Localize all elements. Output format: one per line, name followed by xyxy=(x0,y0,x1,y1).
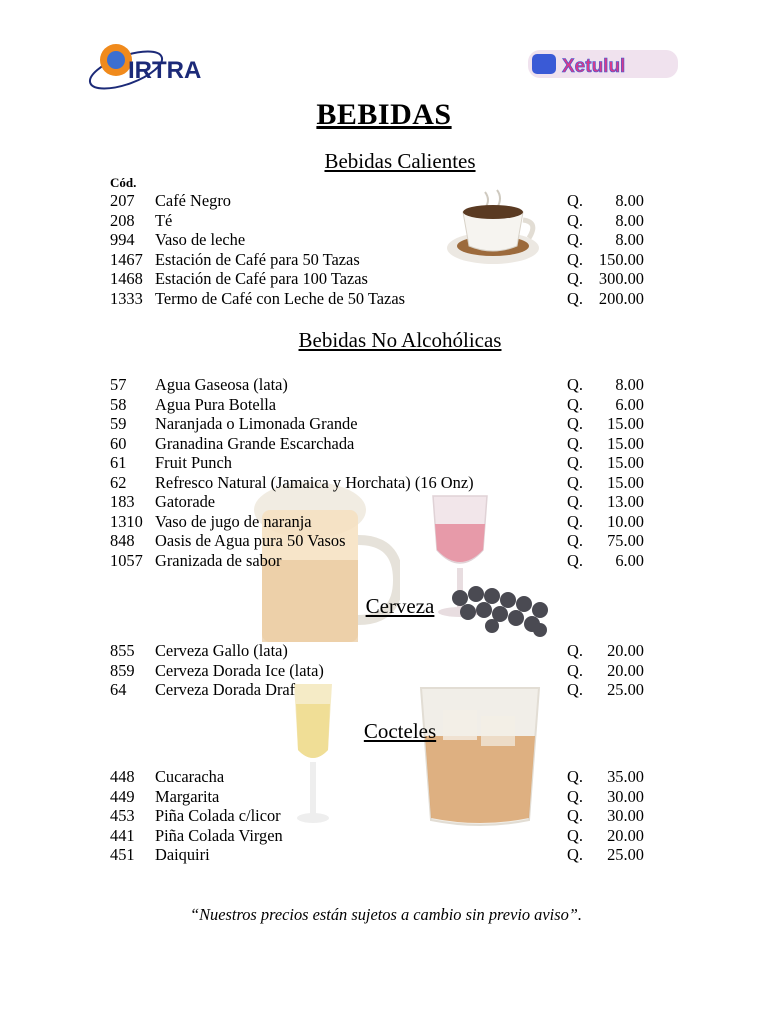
item-name: Daiquiri xyxy=(155,845,210,865)
item-price: 20.00 xyxy=(607,660,644,680)
item-name: Margarita xyxy=(155,786,220,806)
item-name: Cucaracha xyxy=(155,767,225,786)
item-code: 183 xyxy=(110,492,135,512)
item-code: 848 xyxy=(110,531,135,551)
item-currency: Q. xyxy=(567,230,583,250)
item-price: 10.00 xyxy=(607,511,644,531)
menu-item-row xyxy=(110,845,644,865)
item-currency: Q. xyxy=(567,433,583,453)
item-currency: Q. xyxy=(567,453,583,473)
item-name: Fruit Punch xyxy=(155,453,232,473)
item-code: 1333 xyxy=(110,288,143,308)
item-currency: Q. xyxy=(567,210,583,230)
item-price: 15.00 xyxy=(607,433,644,453)
item-name: Gatorade xyxy=(155,492,216,512)
item-price: 25.00 xyxy=(607,845,644,865)
item-name: Granizada de sabor xyxy=(155,550,282,570)
section-title-cerveza: Cerveza xyxy=(365,594,435,618)
menu-item-row xyxy=(110,211,644,231)
item-code: 449 xyxy=(110,786,135,806)
menu-item-row xyxy=(110,191,644,211)
item-currency: Q. xyxy=(567,269,583,289)
item-price: 15.00 xyxy=(607,414,644,434)
xetulul-logo xyxy=(528,46,678,82)
item-code: 61 xyxy=(110,453,127,473)
item-currency: Q. xyxy=(567,767,583,786)
item-name: Té xyxy=(155,210,173,230)
item-name: Naranjada o Limonada Grande xyxy=(155,414,358,434)
item-code: 58 xyxy=(110,394,127,414)
item-currency: Q. xyxy=(567,394,583,414)
item-code: 855 xyxy=(110,641,135,660)
item-price: 6.00 xyxy=(615,394,644,414)
menu-item-row xyxy=(110,492,644,512)
item-price: 15.00 xyxy=(607,453,644,473)
item-currency: Q. xyxy=(567,531,583,551)
item-price: 300.00 xyxy=(598,269,644,289)
item-price: 15.00 xyxy=(607,472,644,492)
item-name: Estación de Café para 100 Tazas xyxy=(155,269,368,289)
item-price: 20.00 xyxy=(607,641,644,660)
menu-item-row xyxy=(110,531,644,551)
item-price: 200.00 xyxy=(598,288,644,308)
menu-item-row xyxy=(110,551,644,571)
menu-item-row xyxy=(110,641,644,661)
menu-item-row xyxy=(110,473,644,493)
item-code: 453 xyxy=(110,806,135,826)
item-code: 1468 xyxy=(110,269,143,289)
menu-item-row xyxy=(110,453,644,473)
item-price: 8.00 xyxy=(615,191,644,210)
menu-item-row xyxy=(110,375,644,395)
item-currency: Q. xyxy=(567,375,583,394)
item-code: 208 xyxy=(110,210,135,230)
menu-item-row xyxy=(110,289,644,309)
item-code: 441 xyxy=(110,825,135,845)
item-price: 35.00 xyxy=(607,767,644,786)
item-currency: Q. xyxy=(567,845,583,865)
item-price: 20.00 xyxy=(607,825,644,845)
item-currency: Q. xyxy=(567,641,583,660)
menu-item-row xyxy=(110,767,644,787)
item-code: 59 xyxy=(110,414,127,434)
item-name: Cerveza Dorada Ice (lata) xyxy=(155,660,324,680)
item-price: 150.00 xyxy=(598,249,644,269)
item-price: 8.00 xyxy=(615,230,644,250)
item-price: 13.00 xyxy=(607,492,644,512)
menu-item-row xyxy=(110,269,644,289)
item-name: Estación de Café para 50 Tazas xyxy=(155,249,360,269)
menu-item-row xyxy=(110,826,644,846)
item-code: 451 xyxy=(110,845,135,865)
section-title-bebidas-no-alcoholicas: Bebidas No Alcohólicas xyxy=(298,328,502,352)
menu-item-row xyxy=(110,230,644,250)
item-code: 1057 xyxy=(110,550,143,570)
menu-item-row xyxy=(110,787,644,807)
item-currency: Q. xyxy=(567,786,583,806)
item-price: 6.00 xyxy=(615,550,644,570)
item-currency: Q. xyxy=(567,414,583,434)
menu-item-row xyxy=(110,661,644,681)
item-name: Piña Colada c/licor xyxy=(155,806,281,826)
item-code: 60 xyxy=(110,433,127,453)
item-code: 1467 xyxy=(110,249,143,269)
menu-item-row xyxy=(110,680,644,700)
item-code: 448 xyxy=(110,767,135,786)
menu-item-row xyxy=(110,512,644,532)
item-currency: Q. xyxy=(567,660,583,680)
item-name: Agua Gaseosa (lata) xyxy=(155,375,288,394)
irtra-logo-text: IRTRA xyxy=(128,57,202,84)
item-name: Termo de Café con Leche de 50 Tazas xyxy=(155,288,405,308)
menu-item-row xyxy=(110,434,644,454)
item-name: Cerveza Dorada Draf xyxy=(155,680,296,700)
item-currency: Q. xyxy=(567,511,583,531)
item-currency: Q. xyxy=(567,288,583,308)
item-code: 1310 xyxy=(110,511,143,531)
item-name: Cerveza Gallo (lata) xyxy=(155,641,288,660)
item-price: 75.00 xyxy=(607,531,644,551)
item-price: 30.00 xyxy=(607,806,644,826)
item-code: 64 xyxy=(110,680,127,700)
item-price: 25.00 xyxy=(607,680,644,700)
item-name: Agua Pura Botella xyxy=(155,394,277,414)
item-currency: Q. xyxy=(567,492,583,512)
item-name: Piña Colada Virgen xyxy=(155,825,283,845)
section-title-bebidas-calientes: Bebidas Calientes xyxy=(324,149,476,173)
item-name: Café Negro xyxy=(155,191,231,210)
item-name: Granadina Grande Escarchada xyxy=(155,433,355,453)
page-title: BEBIDAS xyxy=(316,98,452,131)
item-currency: Q. xyxy=(567,191,583,210)
menu-item-row xyxy=(110,395,644,415)
xetulul-logo-text: Xetulul xyxy=(562,56,626,77)
item-currency: Q. xyxy=(567,806,583,826)
code-column-header: Cód. xyxy=(110,175,137,190)
item-currency: Q. xyxy=(567,249,583,269)
price-disclaimer: “Nuestros precios están sujetos a cambio sin previo aviso”. xyxy=(190,905,582,924)
menu-item-row xyxy=(110,414,644,434)
item-code: 994 xyxy=(110,230,135,250)
irtra-logo xyxy=(86,40,206,98)
item-code: 62 xyxy=(110,472,127,492)
menu-item-row xyxy=(110,250,644,270)
item-price: 30.00 xyxy=(607,786,644,806)
item-price: 8.00 xyxy=(615,375,644,394)
section-title-cocteles: Cocteles xyxy=(363,719,437,743)
menu-item-row xyxy=(110,806,644,826)
item-name: Refresco Natural (Jamaica y Horchata) (16 Onz) xyxy=(155,472,474,492)
item-currency: Q. xyxy=(567,550,583,570)
item-name: Oasis de Agua pura 50 Vasos xyxy=(155,531,346,551)
item-name: Vaso de leche xyxy=(155,230,246,250)
item-currency: Q. xyxy=(567,472,583,492)
item-code: 859 xyxy=(110,660,135,680)
item-name: Vaso de jugo de naranja xyxy=(155,511,312,531)
item-code: 57 xyxy=(110,375,127,394)
item-code: 207 xyxy=(110,191,135,210)
item-price: 8.00 xyxy=(615,210,644,230)
item-currency: Q. xyxy=(567,680,583,700)
item-currency: Q. xyxy=(567,825,583,845)
